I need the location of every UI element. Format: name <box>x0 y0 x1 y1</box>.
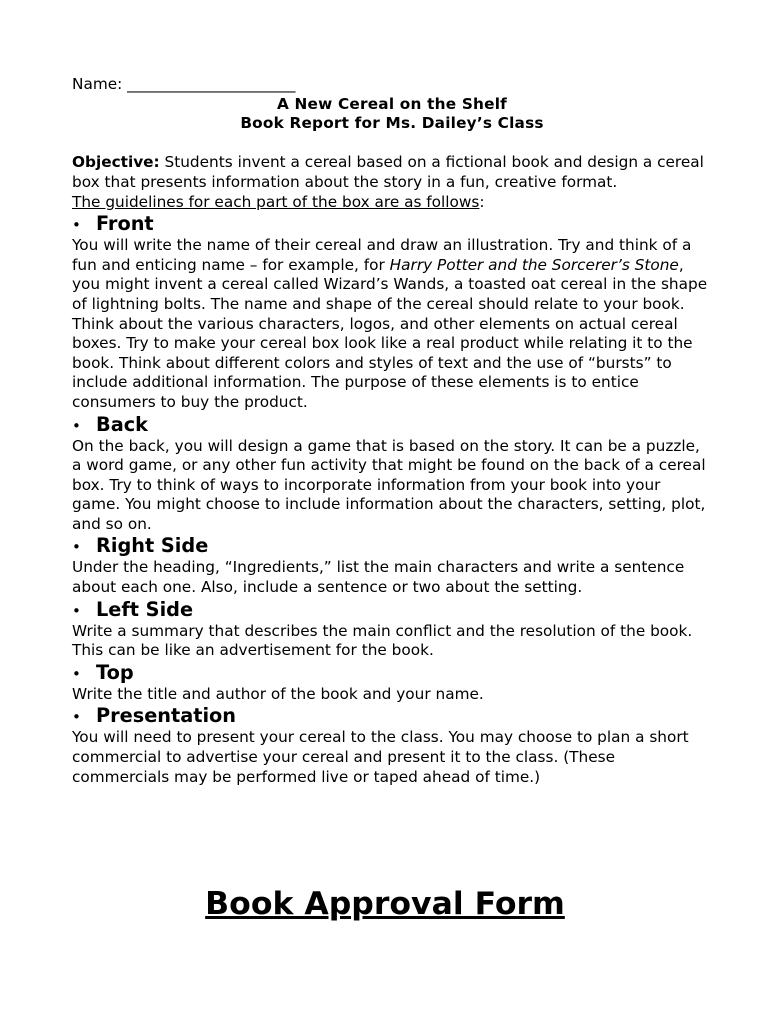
section-text-right-side: Under the heading, “Ingredients,” list the main characters and write a sentence about each one. Also, include a sentence or two about the setting. <box>72 558 685 597</box>
book-approval-form-title: Book Approval Form <box>205 886 565 922</box>
front-text-part-1: You will write the name of their cereal and draw an illustration. Try and think of a fun and enticing name – for example, for <box>72 236 692 274</box>
section-text-front <box>72 236 712 412</box>
objective-paragraph <box>72 153 712 192</box>
document-subtitle: Book Report for Ms. Dailey’s Class <box>240 114 544 133</box>
document-body <box>72 75 712 787</box>
guidelines-intro <box>72 193 712 213</box>
document-title: A New Cereal on the Shelf <box>276 94 508 113</box>
section-heading-text: Front <box>96 212 154 236</box>
section-heading-text: Presentation <box>96 704 237 728</box>
bullet-icon: • <box>72 416 81 435</box>
section-text-top: Write the title and author of the book and your name. <box>72 684 484 703</box>
bullet-icon: • <box>72 601 81 620</box>
bullet-icon: • <box>72 708 81 727</box>
section-heading-right-side <box>72 534 712 558</box>
objective-text: Students invent a cereal based on a fictional book and design a cereal box that presents information about the story in a fun, creative format. <box>72 153 704 191</box>
section-text-presentation: You will need to present your cereal to the class. You may choose to plan a short commercial to advertise your cereal and present it to the class. (These commercials may be performed live or taped ahead of time.) <box>72 728 689 786</box>
section-text-left-side: Write a summary that describes the main conflict and the resolution of the book. This can be like an advertisement for the book. <box>72 621 693 660</box>
section-heading-front <box>72 212 712 236</box>
section-heading-left-side <box>72 598 712 622</box>
section-text-back: On the back, you will design a game that is based on the story. It can be a puzzle, a word game, or any other fun activity that might be found on the back of a cereal box. Try to think of ways to incorporate information from your book into your game. You might choose to include information about the characters, setting, plot, and so on. <box>72 436 706 533</box>
section-heading-text: Top <box>96 660 134 684</box>
section-heading-back <box>72 413 712 437</box>
bullet-icon: • <box>72 664 81 683</box>
section-heading-text: Right Side <box>96 534 209 558</box>
guidelines-colon: : <box>479 192 485 211</box>
front-text-part-2: , you might invent a cereal called Wizard’s Wands, a toasted oat cereal in the shape of lightning bolts. The name and shape of the cereal should relate to your book. Think about the various characters, logos, and other elements on actual cereal boxes. Try to make your cereal box look like a real product while relating it to the book. Think about different colors and styles of text and the use of “bursts” to include additional information. The purpose of these elements is to entice consumers to buy the product. <box>72 255 708 411</box>
guidelines-text: The guidelines for each part of the box are as follows <box>72 192 480 211</box>
section-heading-text: Left Side <box>96 597 194 621</box>
name-field-line: Name: ______________________ <box>72 75 296 93</box>
bullet-icon: • <box>72 216 81 235</box>
objective-label: Objective: <box>72 153 160 172</box>
bullet-icon: • <box>72 538 81 557</box>
section-heading-presentation <box>72 704 712 728</box>
book-title-example: Harry Potter and the Sorcerer’s Stone <box>389 255 679 274</box>
section-heading-text: Back <box>96 412 148 436</box>
section-heading-top <box>72 661 712 685</box>
